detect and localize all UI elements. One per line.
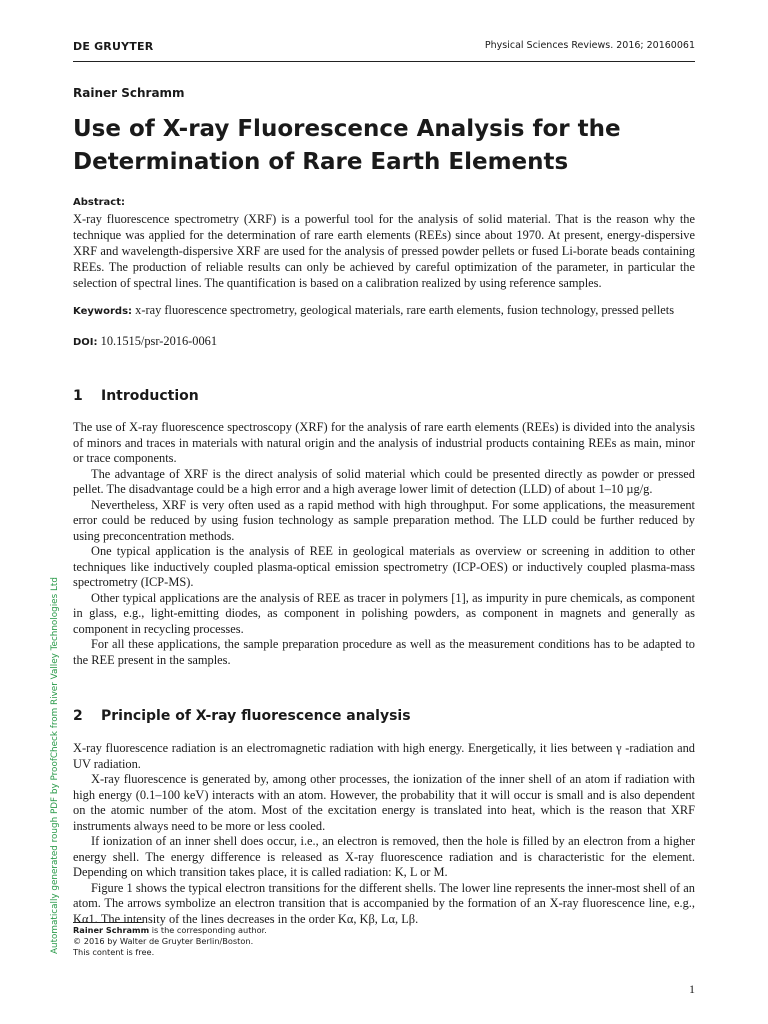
paragraph: If ionization of an inner shell does occur, i.e., an electron is removed, then the hole is filled by an electron from a higher energy shell. The energy difference is released as X-ray fluorescence radiation and is characteristic for the element. Depending on which transition takes place, it is called radiation: K, L or M. xyxy=(73,834,695,879)
footnote-author-line xyxy=(73,925,267,936)
section-body-introduction xyxy=(73,420,695,668)
paragraph: Figure 1 shows the typical electron transitions for the different shells. The lower line represents the inner-most shell of an atom. The arrows symbolize an electron transition that is accompanied by the formation of an X-ray fluorescence line, e.g., Kα1. The intensity of the lines decreases in the order Kα, Kβ, Lα, Lβ. xyxy=(73,880,695,926)
proofcheck-side-note: Automatically generated rough PDF by ProofCheck from River Valley Technologies Ltd xyxy=(50,577,60,954)
page-number: 1 xyxy=(689,982,695,996)
section-title: Introduction xyxy=(101,388,199,404)
author-name: Rainer Schramm xyxy=(73,86,185,100)
section-number: 1 xyxy=(73,388,83,404)
paragraph: Other typical applications are the analysis of REE as tracer in polymers [1], as impurity in pure chemicals, as component in glass, e.g., light-emitting diodes, as component in polishing powders, as component in magnets and generally as component in recycling processes. xyxy=(73,590,695,636)
section-heading-introduction xyxy=(73,388,199,404)
footnote-rule xyxy=(73,922,143,923)
keywords-label: Keywords: xyxy=(73,306,133,317)
header-rule xyxy=(73,61,695,62)
footnote-author-name: Rainer Schramm xyxy=(73,925,150,935)
footnote-free-content: This content is free. xyxy=(73,947,155,958)
paragraph: One typical application is the analysis of REE in geological materials as overview or screening in addition to other techniques like inductively coupled plasma-optical emission spectrometry (ICP-OES) or inductively coupled plasma-mass spectrometry (ICP-MS). xyxy=(73,544,695,589)
paragraph: Nevertheless, XRF is very often used as a rapid method with high throughput. For some applications, the measurement error could be reduced by using fusion technology as sample preparation method. The LLD could be further reduced by using preconcentration methods. xyxy=(73,497,695,543)
abstract-text: X-ray fluorescence spectrometry (XRF) is a powerful tool for the analysis of solid material. That is the reason why the technique was applied for the determination of rare earth elements (REEs) since about 1970. At present, energy-dispersive XRF and wavelength-dispersive XRF are used for the analysis of pressed powder pellets or fused Li-borate beads containing REEs. The production of reliable results can only be achieved by careful optimization of the parameter, in particular the selection of spectral lines. The quantification is based on a calibration realized by using reference samples. xyxy=(73,212,695,290)
section-title: Principle of X-ray fluorescence analysis xyxy=(101,708,411,724)
footnote-author-note: is the corresponding author. xyxy=(149,925,267,935)
keywords-text: x-ray fluorescence spectrometry, geological materials, rare earth elements, fusion technology, pressed pellets xyxy=(135,303,675,317)
section-body-principle xyxy=(73,741,695,927)
section-number: 2 xyxy=(73,708,83,724)
paper-title: Use of X-ray Fluorescence Analysis for the Determination of Rare Earth Elements xyxy=(73,116,621,175)
footnote xyxy=(73,925,267,959)
paragraph: The advantage of XRF is the direct analysis of solid material which could be presented directly as powder or pressed pellet. The disadvantage could be a high error and a high average lower limit of detection (LLD) of about 1–10 µg/g. xyxy=(73,466,695,496)
footnote-copyright: © 2016 by Walter de Gruyter Berlin/Boston. xyxy=(73,936,254,947)
paragraph: For all these applications, the sample preparation procedure as well as the measurement conditions has to be adapted to the REE present in the samples. xyxy=(73,637,695,667)
paragraph: The use of X-ray fluorescence spectroscopy (XRF) for the analysis of rare earth elements (REEs) is divided into the analysis of minors and traces in materials with natural origin and the analysis of industrial products containing REEs as main, minor or trace components. xyxy=(73,420,695,465)
section-heading-principle xyxy=(73,708,411,724)
keywords xyxy=(73,302,695,320)
abstract-label: Abstract: xyxy=(73,197,126,208)
doi-label: DOI: xyxy=(73,337,98,348)
journal-citation: Physical Sciences Reviews. 2016; 20160061 xyxy=(484,40,695,51)
doi xyxy=(73,333,217,351)
paragraph: X-ray fluorescence is generated by, among other processes, the ionization of the inner shell of an atom if radiation with high energy (0.1–100 keV) interacts with an atom. However, the probability that it will occur is small and is also dependent on the atomic number of the atom. Most of the excitation energy is translated into heat, which is the reason that XRF instruments always need to be more or less cooled. xyxy=(73,772,695,833)
paragraph: X-ray fluorescence radiation is an electromagnetic radiation with high energy. Energetically, it lies between γ -radiation and UV radiation. xyxy=(73,741,695,771)
publisher-name: DE GRUYTER xyxy=(73,40,154,53)
doi-link[interactable]: 10.1515/psr-2016-0061 xyxy=(100,334,218,348)
running-header xyxy=(73,40,695,56)
